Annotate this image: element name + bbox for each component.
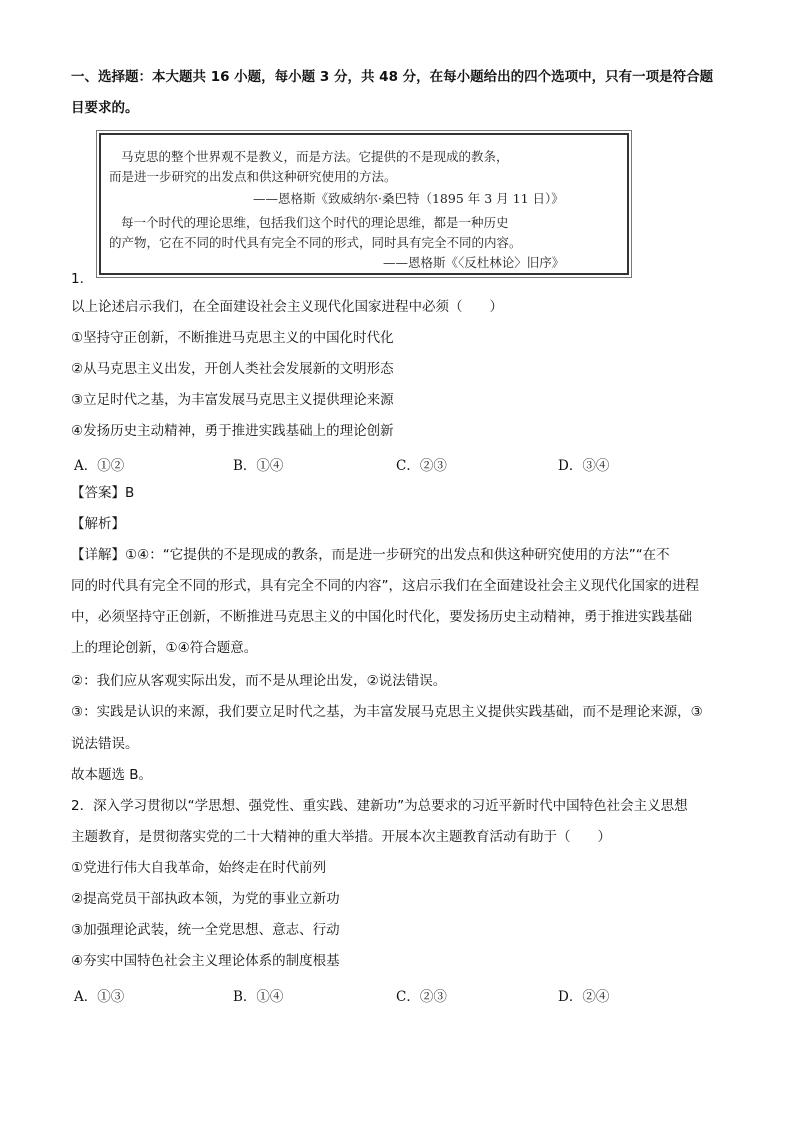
option-b: B．①④ — [233, 989, 284, 1005]
answer: 【答案】B — [71, 485, 135, 501]
quote-line: 马克思的整个世界观不是教义，而是方法。它提供的不是现成的教条， — [121, 149, 509, 164]
question-item: ①坚持守正创新，不断推进马克思主义的中国化时代化 — [71, 330, 394, 346]
analysis-text: 中，必须坚持守正创新，不断推进马克思主义的中国化时代化，要发扬历史主动精神，勇于推进实践基础 — [71, 609, 692, 625]
analysis-text: ③：实践是认识的来源，我们要立足时代之基，为丰富发展马克思主义提供实践基础，而不是理论来源，③ — [71, 704, 703, 720]
analysis-text: 同的时代具有完全不同的形式，具有完全不同的内容”，这启示我们在全面建设社会主义现代化国家的进程 — [71, 578, 699, 594]
question-item: ③加强理论武装，统一全党思想、意志、行动 — [71, 922, 340, 938]
quote-box — [99, 133, 629, 275]
quote-attribution: ——恩格斯《致威纳尔·桑巴特（1895 年 3 月 11 日）》 — [253, 191, 564, 206]
quote-line: 每一个时代的理论思维，包括我们这个时代的理论思维，都是一种历史 — [121, 215, 509, 230]
quote-line: 而是进一步研究的出发点和供这种研究使用的方法。 — [109, 169, 397, 184]
option-c: C．②③ — [396, 458, 447, 474]
option-a: A．①③ — [74, 989, 125, 1005]
analysis-label: 【解析】 — [71, 516, 125, 532]
question-item: ②提高党员干部执政本领，为党的事业立新功 — [71, 891, 340, 907]
question-stem-cont: 主题教育，是贯彻落实党的二十大精神的重大举措。开展本次主题教育活动有助于（ ） — [71, 829, 611, 845]
quote-attribution: ——恩格斯《〈反杜林论〉旧序》 — [383, 255, 565, 270]
question-number: 1. — [71, 271, 84, 287]
option-c: C．②③ — [396, 989, 447, 1005]
question-item: ①党进行伟大自我革命，始终走在时代前列 — [71, 860, 327, 876]
question-item: ④发扬历史主动精神，勇于推进实践基础上的理论创新 — [71, 423, 394, 439]
analysis-conclusion: 故本题选 B。 — [71, 767, 153, 783]
question-item: ②从马克思主义出发，开创人类社会发展新的文明形态 — [71, 361, 394, 377]
analysis-text: 上的理论创新，①④符合题意。 — [71, 640, 258, 656]
question-item: ④夯实中国特色社会主义理论体系的制度根基 — [71, 953, 340, 969]
quote-line: 的产物，它在不同的时代具有完全不同的形式，同时具有完全不同的内容。 — [109, 235, 522, 250]
analysis-text: 说法错误。 — [71, 736, 139, 752]
section-heading-cont: 目要求的。 — [71, 100, 139, 116]
option-d: D．③④ — [558, 458, 610, 474]
option-b: B．①④ — [233, 458, 284, 474]
option-d: D．②④ — [558, 989, 610, 1005]
option-a: A．①② — [74, 458, 125, 474]
analysis-text: 【详解】①④：“它提供的不是现成的教条，而是进一步研究的出发点和供这种研究使用的方法”“在不 — [71, 547, 670, 563]
analysis-text: ②：我们应从客观实际出发，而不是从理论出发，②说法错误。 — [71, 673, 447, 689]
section-heading: 一、选择题：本大题共 16 小题，每小题 3 分，共 48 分，在每小题给出的四个选项中，只有一项是符合题 — [71, 69, 714, 85]
question-stem: 以上论述启示我们，在全面建设社会主义现代化国家进程中必须（ ） — [71, 299, 503, 315]
question-item: ③立足时代之基，为丰富发展马克思主义提供理论来源 — [71, 392, 394, 408]
question-stem: 2．深入学习贯彻以“学思想、强党性、重实践、建新功”为总要求的习近平新时代中国特色社会主义思想 — [71, 798, 688, 814]
